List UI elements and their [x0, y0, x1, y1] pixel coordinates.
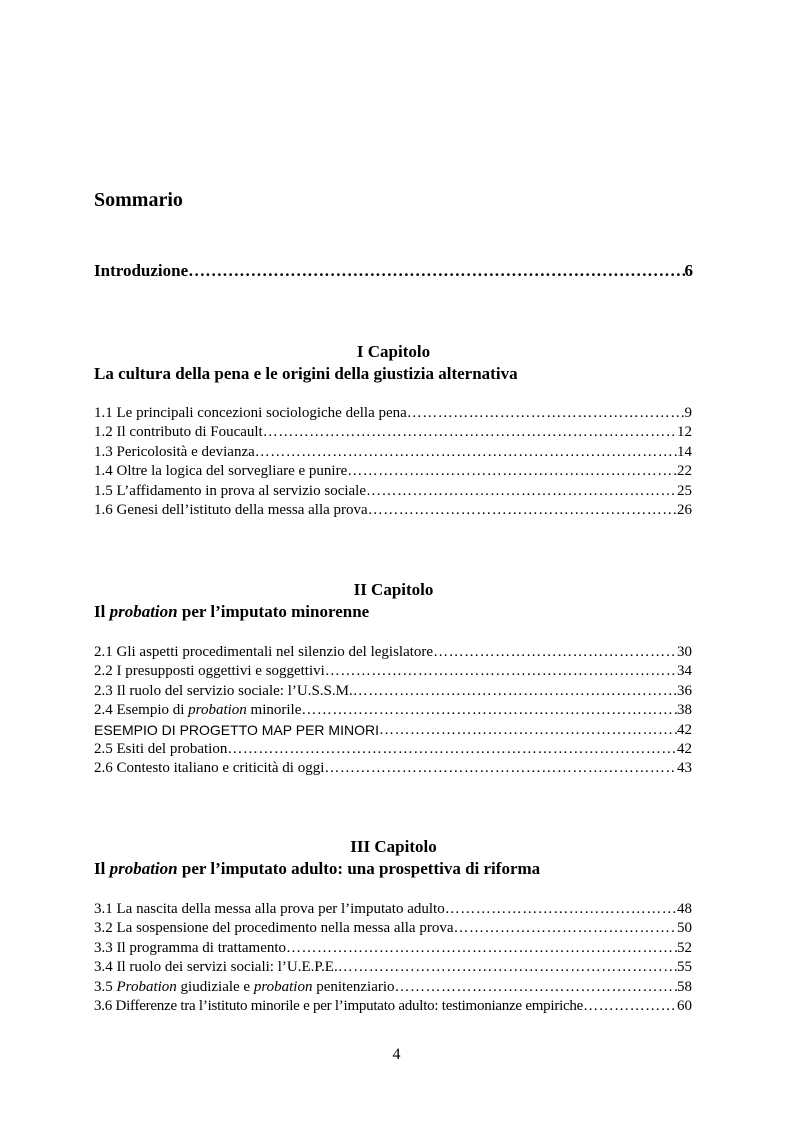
- toc-entry: 2.5 Esiti del probation …………………………………………………………………………………………………………………………………………………………………………………………………… 42: [94, 740, 692, 759]
- toc-entry: 2.2 I presupposti oggettivi e soggettivi …………………………………………………………………………………………………………………………………………………………………………………………………… 34: [94, 662, 692, 681]
- chapter-1-number: I Capitolo: [356, 342, 431, 361]
- intro-page: 6: [684, 261, 693, 280]
- toc-entry: 3.2 La sospensione del procedimento nella messa alla prova …………………………………………………………………………………………………………………………………………………………………………………………………… 50: [94, 919, 692, 938]
- toc-entry: 1.6 Genesi dell’istituto della messa alla prova …………………………………………………………………………………………………………………………………………………………………………………………………… 26: [94, 501, 692, 520]
- toc-entry: 2.1 Gli aspetti procedimentali nel silenzio del legislatore …………………………………………………………………………………………………………………………………………………………………………………………………… 30: [94, 643, 692, 662]
- toc-entry: 1.1 Le principali concezioni sociologiche della pena …………………………………………………………………………………………………………………………………………………………………………………………………… 9: [94, 404, 692, 423]
- chapter-2-title: Il probation per l’imputato minorenne: [94, 602, 370, 621]
- toc-entry: 3.3 Il programma di trattamento …………………………………………………………………………………………………………………………………………………………………………………………………… 52: [94, 939, 692, 958]
- toc-intro-entry: [94, 259, 693, 283]
- toc-entry: 2.6 Contesto italiano e criticità di oggi …………………………………………………………………………………………………………………………………………………………………………………………………… 43: [94, 759, 692, 778]
- toc-entry: 3.5 Probation giudiziale e probation penitenziario …………………………………………………………………………………………………………………………………………………………………………………………………… 58: [94, 978, 692, 997]
- toc-entry: 1.4 Oltre la logica del sorvegliare e punire …………………………………………………………………………………………………………………………………………………………………………………………………… 22: [94, 462, 692, 481]
- page-number: 4: [392, 1046, 401, 1063]
- chapter-2-number: II Capitolo: [353, 580, 434, 599]
- toc-entry: 1.5 L’affidamento in prova al servizio sociale …………………………………………………………………………………………………………………………………………………………………………………………………… 25: [94, 482, 692, 501]
- chapter-1-entries: [94, 404, 692, 520]
- toc-entry: 1.3 Pericolosità e devianza …………………………………………………………………………………………………………………………………………………………………………………………………… 14: [94, 443, 692, 462]
- chapter-2-entries: [94, 643, 692, 779]
- dot-leader: [188, 259, 684, 283]
- toc-heading: Sommario: [94, 189, 183, 211]
- toc-entry: 2.3 Il ruolo del servizio sociale: l’U.S.S.M. …………………………………………………………………………………………………………………………………………………………………………………………………… 36: [94, 682, 692, 701]
- toc-entry: 3.6 Differenze tra l’istituto minorile e per l’imputato adulto: testimonianze empiriche …………………………………………………………………………………………………………………………………………………………………………………………………… 60: [94, 997, 692, 1016]
- toc-entry: 3.1 La nascita della messa alla prova per l’imputato adulto …………………………………………………………………………………………………………………………………………………………………………………………………… 48: [94, 900, 692, 919]
- chapter-3-title: Il probation per l’imputato adulto: una prospettiva di riforma: [94, 859, 541, 878]
- chapter-3-entries: [94, 900, 692, 1016]
- intro-label: Introduzione: [94, 261, 189, 280]
- chapter-3-number: III Capitolo: [350, 837, 437, 856]
- toc-entry: 2.4 Esempio di probation minorile …………………………………………………………………………………………………………………………………………………………………………………………………… 38: [94, 701, 692, 720]
- toc-entry: 1.2 Il contributo di Foucault …………………………………………………………………………………………………………………………………………………………………………………………………… 12: [94, 423, 692, 442]
- chapter-1-title: La cultura della pena e le origini della giustizia alternativa: [94, 364, 518, 383]
- toc-entry: ESEMPIO DI PROGETTO MAP PER MINORI …………………………………………………………………………………………………………………………………………………………………………………………………… 42: [94, 721, 692, 740]
- toc-entry: 3.4 Il ruolo dei servizi sociali: l’U.E.P.E. …………………………………………………………………………………………………………………………………………………………………………………………………… 55: [94, 958, 692, 977]
